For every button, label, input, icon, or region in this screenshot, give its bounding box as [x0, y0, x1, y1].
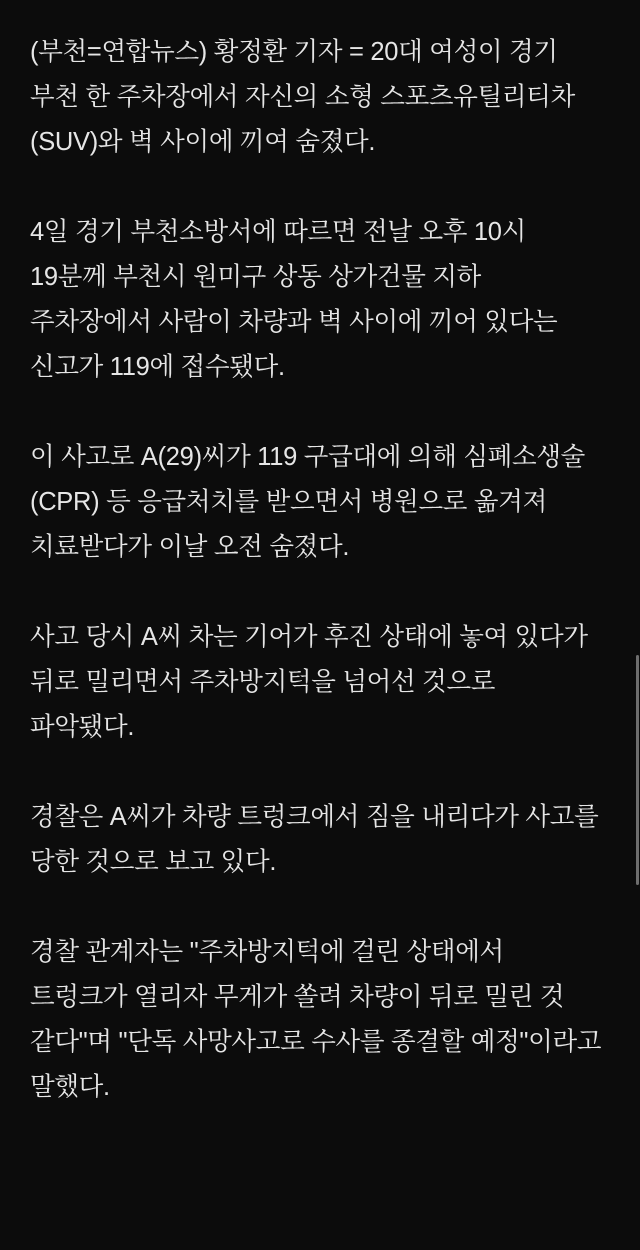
article-paragraph: (부천=연합뉴스) 황정환 기자 = 20대 여성이 경기 부천 한 주차장에서 자신의 소형 스포츠유틸리티차(SUV)와 벽 사이에 끼여 숨졌다. [30, 38, 575, 156]
article-paragraph: 경찰은 A씨가 차량 트렁크에서 짐을 내리다가 사고를 당한 것으로 보고 있다. [30, 803, 606, 876]
article-paragraph: 사고 당시 A씨 차는 기어가 후진 상태에 놓여 있다가 뒤로 밀리면서 주차방지턱을 넘어선 것으로 파악됐다. [30, 623, 595, 741]
article-paragraph: 경찰 관계자는 "주차방지턱에 걸린 상태에서 트렁크가 열리자 무게가 쏠려 차량이 뒤로 밀린 것 같다"며 "단독 사망사고로 수사를 종결할 예정"이라고 말했다. [30, 938, 608, 1101]
scrollbar-thumb[interactable] [636, 655, 639, 885]
article-paragraph: 이 사고로 A(29)씨가 119 구급대에 의해 심폐소생술(CPR) 등 응급처치를 받으면서 병원으로 옮겨져 치료받다가 이날 오전 숨졌다. [30, 443, 585, 561]
article-paragraph: 4일 경기 부천소방서에 따르면 전날 오후 10시 19분께 부천시 원미구 상동 상가건물 지하 주차장에서 사람이 차량과 벽 사이에 끼어 있다는 신고가 119에 접수됐다. [30, 218, 565, 381]
vertical-scrollbar[interactable] [636, 0, 640, 1250]
